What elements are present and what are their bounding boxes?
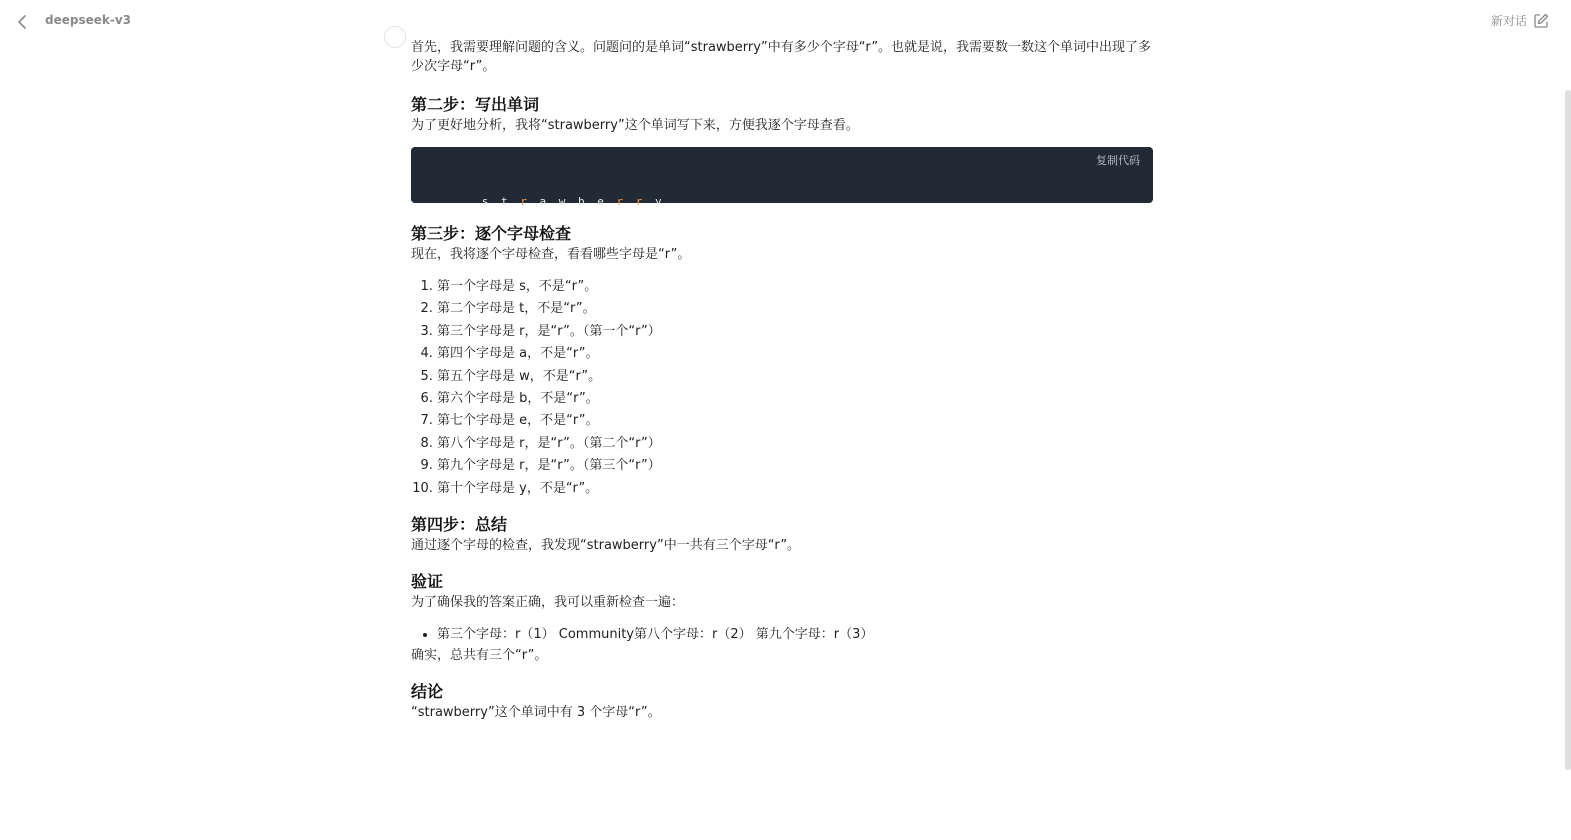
code-block [411,147,1153,208]
verify-heading: 验证 [411,572,444,592]
code-letter-highlight: r [520,195,530,208]
back-button[interactable] [12,12,32,32]
list-item: 1. 第一个字母是 s，不是“r”。 [437,276,1153,298]
list-item: 2. 第二个字母是 t，不是“r”。 [437,298,1153,320]
list-item: 9. 第九个字母是 r，是“r”。（第三个“r”） [437,455,1153,477]
list-item: 7. 第七个字母是 e，不是“r”。 [437,410,1153,432]
top-bar [0,0,1571,42]
chevron-left-icon [17,15,27,29]
code-letter: e [597,195,607,208]
copy-code-button[interactable]: 复制代码 [1096,154,1140,167]
new-chat-button[interactable] [1491,12,1549,29]
step3-paragraph: 现在，我将逐个字母检查，看看哪些字母是“r”。 [411,247,691,262]
letter-check-list [411,276,1153,500]
list-item: 4. 第四个字母是 a，不是“r”。 [437,343,1153,365]
step2-paragraph: 为了更好地分析，我将“strawberry”这个单词写下来，方便我逐个字母查看。 [411,118,859,133]
code-content [424,173,665,230]
assistant-avatar [384,26,406,48]
code-letter: t [501,195,511,208]
scrollbar[interactable] [1565,90,1571,770]
code-letter: a [539,195,550,208]
verify-paragraph: 为了确保我的答案正确，我可以重新检查一遍： [411,595,685,611]
conclusion-paragraph: “strawberry”这个单词中有 3 个字母“r”。 [411,705,661,721]
code-letter: s [481,195,492,208]
assistant-message [411,38,1153,722]
confirm-paragraph: 确实，总共有三个“r”。 [411,648,548,664]
edit-icon [1533,13,1549,29]
code-letter-highlight: r [616,195,627,208]
list-item: 10. 第十个字母是 y，不是“r”。 [437,478,1153,500]
code-letter: b [578,195,588,208]
intro-paragraph: 首先，我需要理解问题的含义。问题问的是单词“strawberry”中有多少个字母“r”。也就是说，我需要数一数这个单词中出现了多少次字母“r”。 [411,40,1152,74]
code-letter: w [558,195,569,208]
list-item: 3. 第三个字母是 r，是“r”。（第一个“r”） [437,321,1153,343]
code-letter: y [655,195,665,208]
list-item: 8. 第八个字母是 r，是“r”。（第二个“r”） [437,433,1153,455]
code-letter-highlight: r [635,195,646,208]
list-item: 5. 第五个字母是 w，不是“r”。 [437,366,1153,388]
list-item: • 第三个字母：r（1） Community第八个字母：r（2） 第九个字母：r（3） [437,624,1153,646]
step4-heading: 第四步：总结 [411,515,508,535]
step3-heading: 第三步：逐个字母检查 [411,224,572,243]
list-item: 6. 第六个字母是 b，不是“r”。 [437,388,1153,410]
step4-paragraph: 通过逐个字母的检查，我发现“strawberry”中一共有三个字母“r”。 [411,538,801,554]
step2-heading: 第二步：写出单词 [411,95,540,114]
verify-list [411,624,1153,646]
conclusion-heading: 结论 [411,682,444,702]
conversation-title: deepseek-v3 [45,13,132,27]
new-chat-label: 新对话 [1490,14,1527,28]
